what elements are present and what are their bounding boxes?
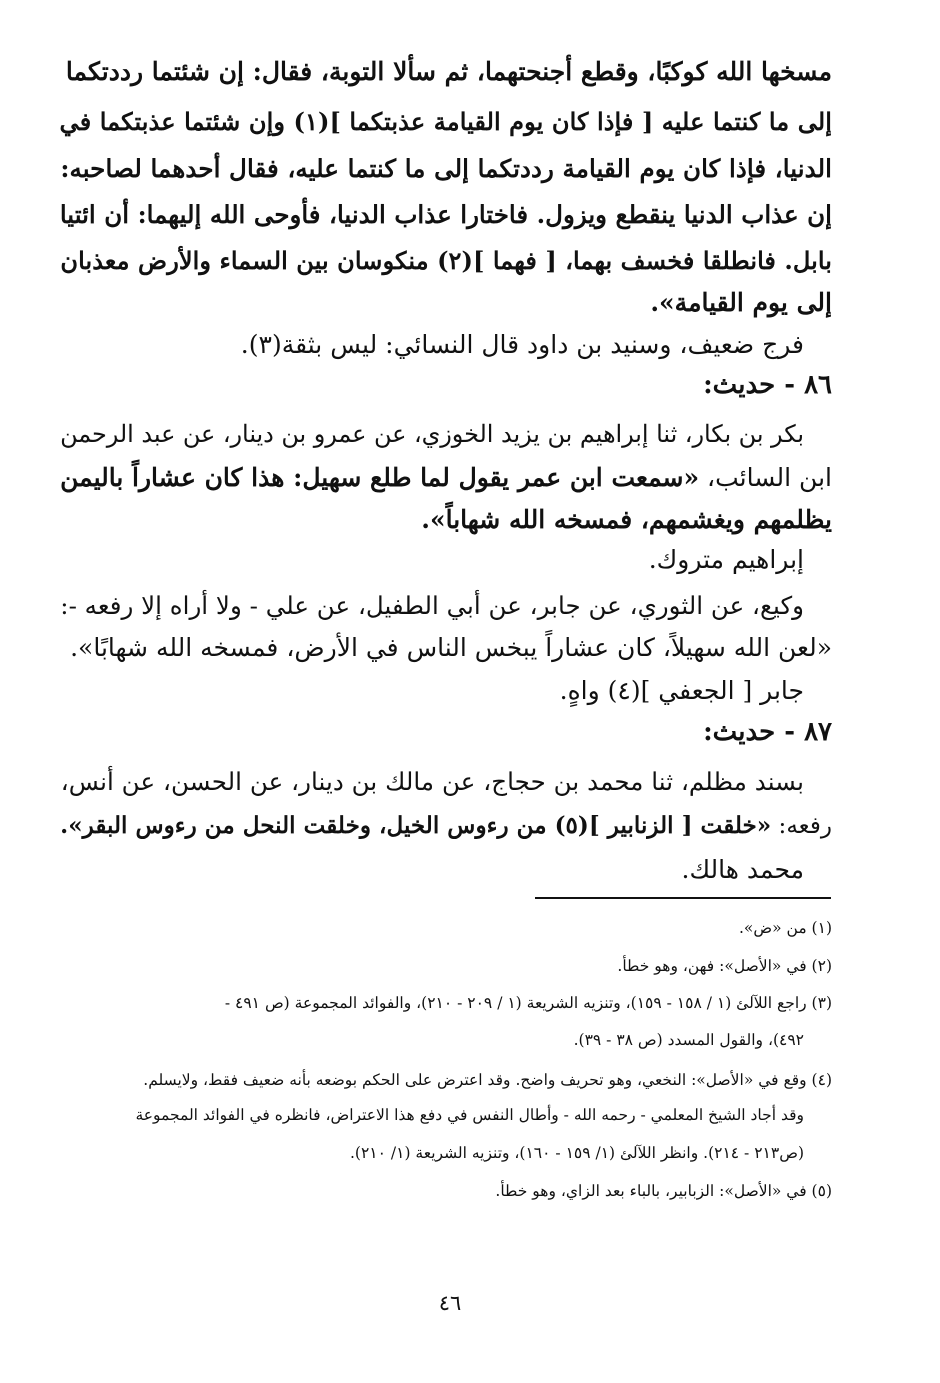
matn-86b: «لعن الله سهيلاً، كان عشاراً يبخس الناس في الأرض، فمسخه الله شهابًا». — [70, 633, 832, 662]
hadith-87-heading: ٨٧ - حديث: — [703, 717, 832, 747]
body-line-6: إلى يوم القيامة». — [650, 288, 832, 317]
body-line-3: الدنيا، فإذا كان يوم القيامة رددتكما إلى ما كنتما عليه، فقال أحدهما لصاحبه: — [60, 154, 832, 183]
line-10-prefix: ابن السائب، — [699, 463, 832, 492]
body-line-11: يظلمهم ويغشمهم، فمسخه الله شهاباً». — [421, 505, 832, 534]
footnote-separator — [535, 897, 831, 899]
footnote-4-continued-1: وقد أجاد الشيخ المعلمي - رحمه الله - وأطال النفس في دفع هذا الاعتراض، فانظره في الفوائد المجموعة — [135, 1106, 804, 1124]
footnote-5: (٥) في «الأصل»: الزبابير، بالباء بعد الزاي، وهو خطأ. — [495, 1182, 832, 1200]
footnote-2: (٢) في «الأصل»: فهن، وهو خطأ. — [617, 957, 832, 975]
isnad-87: بسند مظلم، ثنا محمد بن حجاج، عن مالك بن دينار، عن الحسن، عن أنس، — [60, 767, 804, 796]
footnote-4: (٤) وقع في «الأصل»: النخعي، وهو تحريف واضح. وقد اعترض على الحكم بوضعه بأنه ضعيف فقط، ولايسلم. — [143, 1071, 832, 1089]
body-line-10 — [60, 458, 832, 498]
line-18-matn: «خلقت [ الزنابير ](٥) من رءوس الخيل، وخلقت النحل من رءوس البقر». — [60, 812, 772, 839]
isnad-86b: وكيع، عن الثوري، عن جابر، عن أبي الطفيل، عن علي - ولا أراه إلا رفعه -: — [60, 591, 804, 620]
narrator-comment-1: فرج ضعيف، وسنيد بن داود قال النسائي: ليس بثقة(٣). — [240, 330, 804, 359]
body-line-4: إن عذاب الدنيا ينقطع ويزول. فاختارا عذاب الدنيا، فأوحى الله إليهما: أن ائتيا — [59, 200, 832, 229]
footnote-3-continued: ٤٩٢)، والقول المسدد (ص ٣٨ - ٣٩). — [573, 1031, 804, 1049]
hadith-86-heading: ٨٦ - حديث: — [703, 370, 832, 400]
footnote-4-continued-2: (ص٢١٣ - ٢١٤). وانظر اللآلئ (١/ ١٥٩ - ١٦٠)، وتنزيه الشريعة (١/ ٢١٠). — [349, 1144, 804, 1162]
body-line-5: بابل. فانطلقا فخسف بهما، [ فهما ](٢) منكوسان بين السماء والأرض معذبان — [60, 246, 832, 275]
isnad-86: بكر بن بكار، ثنا إبراهيم بن يزيد الخوزي، عن عمرو بن دينار، عن عبد الرحمن — [60, 420, 804, 448]
body-line-18 — [60, 806, 832, 846]
narrator-comment-4: محمد هالك. — [681, 855, 804, 884]
footnote-1: (١) من «ض». — [738, 919, 832, 937]
line-18-prefix: رفعه: — [771, 813, 832, 839]
body-line-2: إلى ما كنتما عليه [ فإذا كان يوم القيامة عذبتكما ](١) وإن شئتما عذبتكما في — [59, 107, 832, 136]
narrator-comment-2: إبراهيم متروك. — [648, 545, 804, 574]
narrator-comment-3: جابر [ الجعفي ](٤) واهٍ. — [559, 676, 804, 705]
line-10-matn: «سمعت ابن عمر يقول لما طلع سهيل: هذا كان عشاراً باليمن — [60, 463, 700, 492]
page-number: ٤٦ — [438, 1291, 462, 1315]
footnote-3: (٣) راجع اللآلئ (١ / ١٥٨ - ١٥٩)، وتنزيه الشريعة (١ / ٢٠٩ - ٢١٠)، والفوائد المجموعة (ص ٤٩١ - — [224, 994, 832, 1012]
body-line-1: مسخها الله كوكبًا، وقطع أجنحتهما، ثم سألا التوبة، فقال: إن شئتما رددتكما — [65, 57, 832, 86]
